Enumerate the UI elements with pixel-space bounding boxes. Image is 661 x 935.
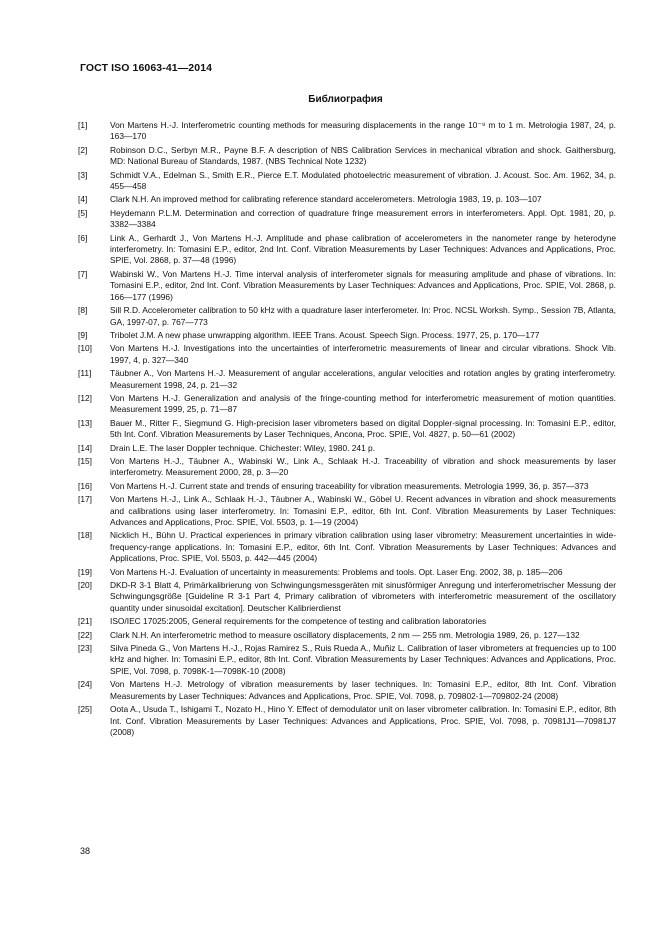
entry-text: Wabinski W., Von Martens H.-J. Time interval analysis of interferometer signals for measuring amplitude and phase of vibrations. In: Tomasini E.P., editor, 2nd Int. Conf. Vibration Measurements by Laser Techniques: Advances and Applications, Proc. SPIE, Vol. 2868, p. 166—177 (1996)	[110, 268, 616, 302]
entry-number: [21]	[78, 616, 92, 627]
entry-number: [15]	[78, 455, 92, 466]
bibliography-entry	[78, 443, 616, 454]
entry-text: Von Martens H.-J. Interferometric counting methods for measuring displacements in the range 10⁻⁹ m to 1 m. Metrologia 1987, 24, p. 163—170	[110, 120, 616, 142]
entry-text: Von Martens H.-J., Täubner A., Wabinski W., Link A., Schlaak H.-J. Traceability of vibration and shock measurements by laser interferometry. Measurement 2000, 28, p. 3—20	[110, 455, 616, 478]
entry-text: Sill R.D. Accelerometer calibration to 50 kHz with a quadrature laser interferometer. In: Proc. NCSL Worksh. Symp., Session 7B, Atlanta, GA, 1997-07, p. 767—773	[110, 305, 616, 327]
bibliography-entry	[78, 580, 616, 614]
entry-number: [16]	[78, 480, 92, 491]
entry-text: Von Martens H.-J. Investigations into the uncertainties of interferometric measurements of linear and circular vibrations. Shock Vib. 1997, 4, p. 327—340	[110, 343, 616, 365]
entry-text: Silva Pineda G., Von Martens H.-J., Rojas Ramirez S., Ruis Rueda A., Muñiz L. Calibration of laser vibrometers at frequencies up to 100 kHz and higher. In: Tomasini E.P., editor, 8th Int. Conf. Vibration Measurements by Laser Techniques: Advances and Applications, Proc. SPIE, Vol. 7098, p. 7098K-1—7098K-10 (2008)	[110, 643, 616, 676]
entry-number: [9]	[78, 329, 88, 340]
bibliography-entry	[78, 208, 616, 231]
entry-number: [1]	[78, 120, 88, 130]
bibliography-entry	[78, 368, 616, 391]
entry-text: Von Martens H.-J. Current state and trends of ensuring traceability for vibration measurements. Metrologia 1999, 36, p. 357—373	[110, 480, 589, 491]
entry-text: Drain L.E. The laser Doppler technique. Chichester: Wiley, 1980. 241 p.	[110, 442, 376, 453]
entry-text: Nicklich H., Bühn U. Practical experiences in primary vibration calibration using laser vibrometry: Measurement uncertainties in wide-frequency-range applications. In: Tomasini E.P., editor, 6th Int. Conf. Vibration Measurements by Laser Techniques: Advances and Applications, Proc. SPIE, Vol. 5503, p. 442—445 (2004)	[110, 530, 616, 564]
entry-text: Bauer M., Ritter F., Siegmund G. High-precision laser vibrometers based on digital Doppler-signal processing. In: Tomasini E.P., editor, 5th Int. Conf. Vibration Measurements by Laser Techniques, Ancona, Proc. SPIE, Vol. 4827, p. 50—61 (2002)	[110, 417, 616, 440]
bibliography-entry	[78, 704, 616, 738]
bibliography-entry	[78, 330, 616, 341]
entry-text: Clark N.H. An improved method for calibrating reference standard accelerometers. Metrologia 1983, 19, p. 103—107	[110, 194, 542, 205]
entry-text: DKD-R 3-1 Blatt 4, Primärkalibrierung von Schwingungsmessgeräten mit sinusförmiger Anregung und interferometrischer Messung der Schwingungsgröße [Guideline R 3-1 Part 4, Primary calibration of vibrometers with interferometric measurement of the oscillatory quantity under sinusoidal excitation]. Deutscher Kalibrierdienst	[110, 580, 616, 613]
entry-text: Von Martens H.-J. Generalization and analysis of the fringe-counting method for interferometric measurement of motion quantities. Measurement 1999, 25, p. 71—87	[110, 392, 616, 415]
bibliography-entry	[78, 679, 616, 702]
bibliography-entry	[78, 269, 616, 303]
entry-text: Tribolet J.M. A new phase unwrapping algorithm. IEEE Trans. Acoust. Speech Sign. Process. 1977, 25, p. 170—177	[110, 329, 540, 340]
bibliography-entry	[78, 170, 616, 193]
bibliography-entry	[78, 194, 616, 205]
entry-text: Täubner A., Von Martens H.-J. Measurement of angular accelerations, angular velocities and rotation angles by grating interferometry. Measurement 1998, 24, p. 21—32	[110, 368, 616, 390]
entry-text: Schmidt V.A., Edelman S., Smith E.R., Pierce E.T. Modulated photoelectric measurement of vibration. J. Acoust. Soc. Am. 1962, 34, p. 455—458	[110, 169, 616, 192]
page-number: 38	[80, 846, 91, 856]
entry-text: Oota A., Usuda T., Ishigami T., Nozato H., Hino Y. Effect of demodulator unit on laser vibrometer calibration. In: Tomasini E.P., editor, 8th Int. Conf. Vibration Measurements by Laser Techniques: Advances and Applications, Proc. SPIE, Vol. 7098, p. 70981J1—70981J7 (2008)	[110, 704, 616, 737]
entry-number: [2]	[78, 144, 88, 155]
entry-text: ISO/IEC 17025:2005, General requirements for the competence of testing and calibration laboratories	[110, 616, 487, 627]
entry-number: [18]	[78, 530, 92, 541]
bibliography-entry	[78, 418, 616, 441]
entry-number: [25]	[78, 704, 92, 715]
entry-number: [5]	[78, 207, 88, 218]
entry-number: [19]	[78, 566, 92, 577]
bibliography-entry	[78, 145, 616, 168]
entry-number: [4]	[78, 194, 88, 205]
entry-number: [14]	[78, 442, 92, 453]
entry-text: Von Martens H.-J. Evaluation of uncertainty in measurements: Problems and tools. Opt. Laser Eng. 2002, 38, p. 185—206	[110, 566, 563, 577]
bibliography-entry	[78, 120, 616, 143]
bibliography-entry	[78, 567, 616, 578]
entry-number: [22]	[78, 629, 92, 640]
bibliography-entry	[78, 393, 616, 416]
bibliography-title: Библиография	[308, 94, 383, 105]
entry-number: [11]	[78, 368, 92, 379]
entry-text: Von Martens H.-J., Link A., Schlaak H.-J., Täubner A., Wabinski W., Göbel U. Recent advances in vibration and shock measurements and calibrations using laser interferometry. In: Tomasini E.P., editor, 6th Int. Conf. Vibration Measurements by Laser Techniques: Advances and Applications, Proc. SPIE, Vol. 5503, p. 1—19 (2004)	[110, 494, 616, 527]
entry-text: Heydemann P.L.M. Determination and correction of quadrature fringe measurement errors in interferometers. Appl. Opt. 1981, 20, p. 3382—3384	[110, 207, 616, 230]
entry-text: Link A., Gerhardt J., Von Martens H.-J. Amplitude and phase calibration of accelerometers in the nanometer range by heterodyne interferometry. In: Tomasini E.P., editor, 2nd Int. Conf. Vibration Measurements by Laser Techniques: Advances and Applications, Proc. SPIE, Vol. 2868, p. 37—48 (1996)	[110, 232, 616, 266]
document-header: ГОСТ ISO 16063-41—2014	[80, 62, 213, 74]
entry-text: Robinson D.C., Serbyn M.R., Payne B.F. A description of NBS Calibration Services in mechanical vibration and shock. Gaithersburg, MD: National Bureau of Standards, 1987. (NBS Technical Note 1232)	[110, 144, 616, 167]
bibliography-entry	[78, 494, 616, 528]
entry-text: Clark N.H. An interferometric method to measure oscillatory displacements, 2 nm — 255 nm. Metrologia 1989, 26, p. 127—132	[110, 629, 580, 640]
bibliography-entry	[78, 481, 616, 492]
entry-number: [10]	[78, 343, 92, 354]
entry-number: [24]	[78, 679, 92, 690]
bibliography-entry	[78, 630, 616, 641]
entry-number: [8]	[78, 305, 88, 316]
bibliography-entry	[78, 643, 616, 677]
bibliography-entry	[78, 305, 616, 328]
bibliography-entry	[78, 233, 616, 267]
entry-number: [12]	[78, 392, 92, 403]
entry-number: [13]	[78, 417, 92, 428]
bibliography-entry	[78, 616, 616, 627]
entry-text: Von Martens H.-J. Metrology of vibration measurements by laser techniques. In: Tomasini E.P., editor, 8th Int. Conf. Vibration Measurements by Laser Techniques: Advances and Applications, Proc. SPIE, Vol. 7098, p. 709802-1—709802-24 (2008)	[110, 679, 616, 701]
entry-number: [3]	[78, 169, 88, 180]
entry-number: [7]	[78, 268, 88, 279]
entry-number: [17]	[78, 494, 92, 505]
bibliography-entry	[78, 456, 616, 479]
entry-number: [23]	[78, 643, 92, 654]
entry-number: [20]	[78, 580, 92, 591]
bibliography-list	[78, 120, 616, 740]
bibliography-entry	[78, 343, 616, 366]
entry-number: [6]	[78, 232, 88, 243]
bibliography-entry	[78, 530, 616, 564]
